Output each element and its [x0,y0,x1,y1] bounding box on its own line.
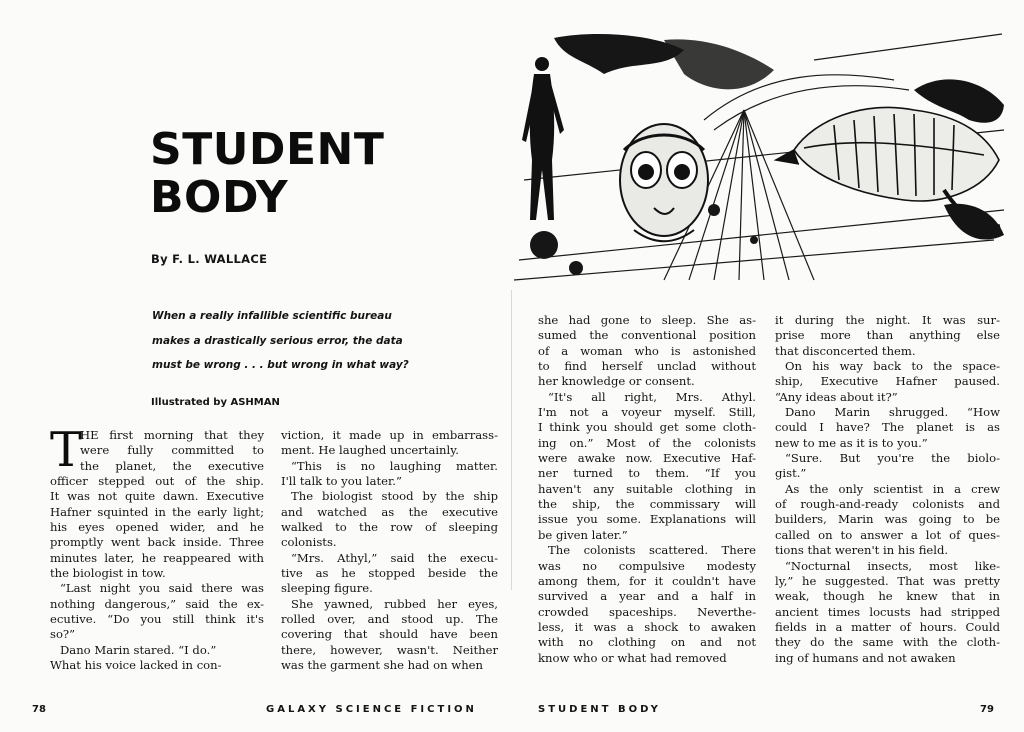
text-line: issue you some. Explanations will [538,512,756,527]
text-line: among them, for it couldn't have [538,573,756,588]
blurb [152,304,452,378]
text-line: be given later.” [538,527,628,542]
text-line: they do the same with the cloth- [775,635,1000,650]
text-line: that disconcerted them. [775,343,916,358]
text-line: ing on.” Most of the colonists [538,435,756,450]
text-line: promptly went back inside. Three [50,535,264,550]
text-line: It was not quite dawn. Executive [50,489,264,504]
text-line: of a woman who is astonished [538,343,756,358]
text-line: with no clothing on and not [538,635,756,650]
text-line: the planet, the executive [80,458,264,473]
text-line: The colonists scattered. There [548,543,756,558]
text-line: so?” [50,627,76,642]
text-line: covering that should have been [281,627,498,642]
text-line: she had gone to sleep. She as- [538,313,756,327]
text-line: colonists. [281,535,337,550]
text-line: new to me as it is to you.” [775,435,928,450]
running-head-left: GALAXY SCIENCE FICTION [266,704,477,715]
text-line: As the only scientist in a crew [785,481,1000,496]
text-line: “It's all right, Mrs. Athyl. [548,389,756,404]
text-line: were awake now. Executive Haf- [538,451,756,466]
text-line: minutes later, he reappeared with [50,550,264,565]
text-line: On his way back to the space- [785,359,1000,374]
text-line: his eyes opened wider, and he [50,520,264,535]
text-line: haven't any suitable clothing in [538,481,756,496]
text-line: gist.” [775,466,807,481]
text-line: builders, Marin was going to be [775,512,1000,527]
byline: By F. L. WALLACE [151,252,268,266]
text-line: I'm not a voyeur myself. Still, [538,405,756,420]
text-line: the biologist in tow. [50,566,166,581]
text-line: the ship, the commissary will [538,497,756,512]
text-line: less, it was a shock to awaken [538,619,756,634]
text-line: “Any ideas about it?” [775,389,898,404]
text-line: of rough-and-ready colonists and [775,497,1000,512]
text-column-2 [281,428,498,674]
text-line: officer stepped out of the ship. [50,474,264,489]
human-figure-silhouette [522,57,564,220]
text-line: Hafner squinted in the early light; [50,504,264,519]
text-line: called on to answer a lot of ques- [775,527,1000,542]
text-line: fields in a matter of hours. Could [775,619,1000,634]
text-line: and watched as the executive [281,504,498,519]
blurb-line: must be wrong . . . but wrong in what way? [152,359,409,371]
text-line: ancient times locusts had stripped [775,604,1000,619]
text-line: “Sure. But you're the biolo- [785,451,1000,466]
text-line: rolled over, and stood up. The [281,612,498,627]
blurb-line: When a really infallible scientific bureau [152,310,392,322]
text-line: tions that weren't in his field. [775,543,949,558]
text-line: I think you should get some cloth- [538,420,756,435]
blurb-line: makes a drastically serious error, the data [152,334,403,347]
text-line: sumed the conventional position [538,328,756,343]
text-line: know who or what had removed [538,650,727,665]
text-line: The biologist stood by the ship [291,489,498,504]
page-number-left: 78 [32,704,46,715]
text-line: was the garment she had on when [281,658,483,673]
text-line: were fully committed to [80,443,264,458]
page-number-right: 79 [980,704,994,715]
text-line: was no compulsive modesty [538,558,756,573]
text-line: weak, though he knew that in [775,589,1000,604]
text-line: viction, it made up in embarrass- [281,428,498,442]
text-line: survived a year and a half in [538,589,756,604]
text-line: it during the night. It was sur- [775,313,1000,327]
running-head-right: STUDENT BODY [538,704,661,715]
text-line: “Nocturnal insects, most like- [785,558,1000,573]
title-line-1: STUDENT [150,124,385,175]
story-illustration [514,30,1006,286]
text-line: Dano Marin shrugged. “How [785,405,1000,420]
illustrator-credit: Illustrated by ASHMAN [151,397,280,408]
text-line: ly,” he suggested. That was pretty [775,573,1000,588]
text-line: ment. He laughed uncertainly. [281,443,459,458]
text-line: sleeping figure. [281,581,373,596]
text-column-3 [538,313,756,666]
text-line: “Last night you said there was [60,581,264,596]
text-line: I'll talk to you later.” [281,474,402,489]
text-line: crowded spaceships. Neverthe- [538,604,756,619]
text-line: ship, Executive Hafner paused. [775,374,1000,389]
text-line: prise more than anything else [775,328,1000,343]
text-line: Dano Marin stared. “I do.” [60,642,217,657]
text-line: HE first morning that they [80,428,264,442]
text-line: tive as he stopped beside the [281,566,498,581]
text-line: She yawned, rubbed her eyes, [291,596,498,611]
text-column-1 [50,422,264,674]
text-line: walked to the row of sleeping [281,520,498,535]
text-line: nothing dangerous,” said the ex- [50,596,264,611]
text-column-4 [775,313,1000,666]
text-line: “This is no laughing matter. [291,458,498,473]
drop-cap: T [50,422,83,478]
text-line: could I have? The planet is as [775,420,1000,435]
text-line: there, however, wasn't. Neither [281,642,498,657]
text-line: ecutive. “Do you still think it's [50,612,264,627]
text-line: to find herself unclad without [538,359,756,374]
text-line: “Mrs. Athyl,” said the execu- [291,550,498,565]
text-line: her knowledge or consent. [538,374,695,389]
title-line-2: BODY [150,172,289,223]
text-line: ner turned to them. “If you [538,466,756,481]
story-title [150,126,384,222]
text-line: ing of humans and not awaken [775,650,956,665]
text-line: What his voice lacked in con- [50,658,222,673]
alien-face [620,124,708,241]
